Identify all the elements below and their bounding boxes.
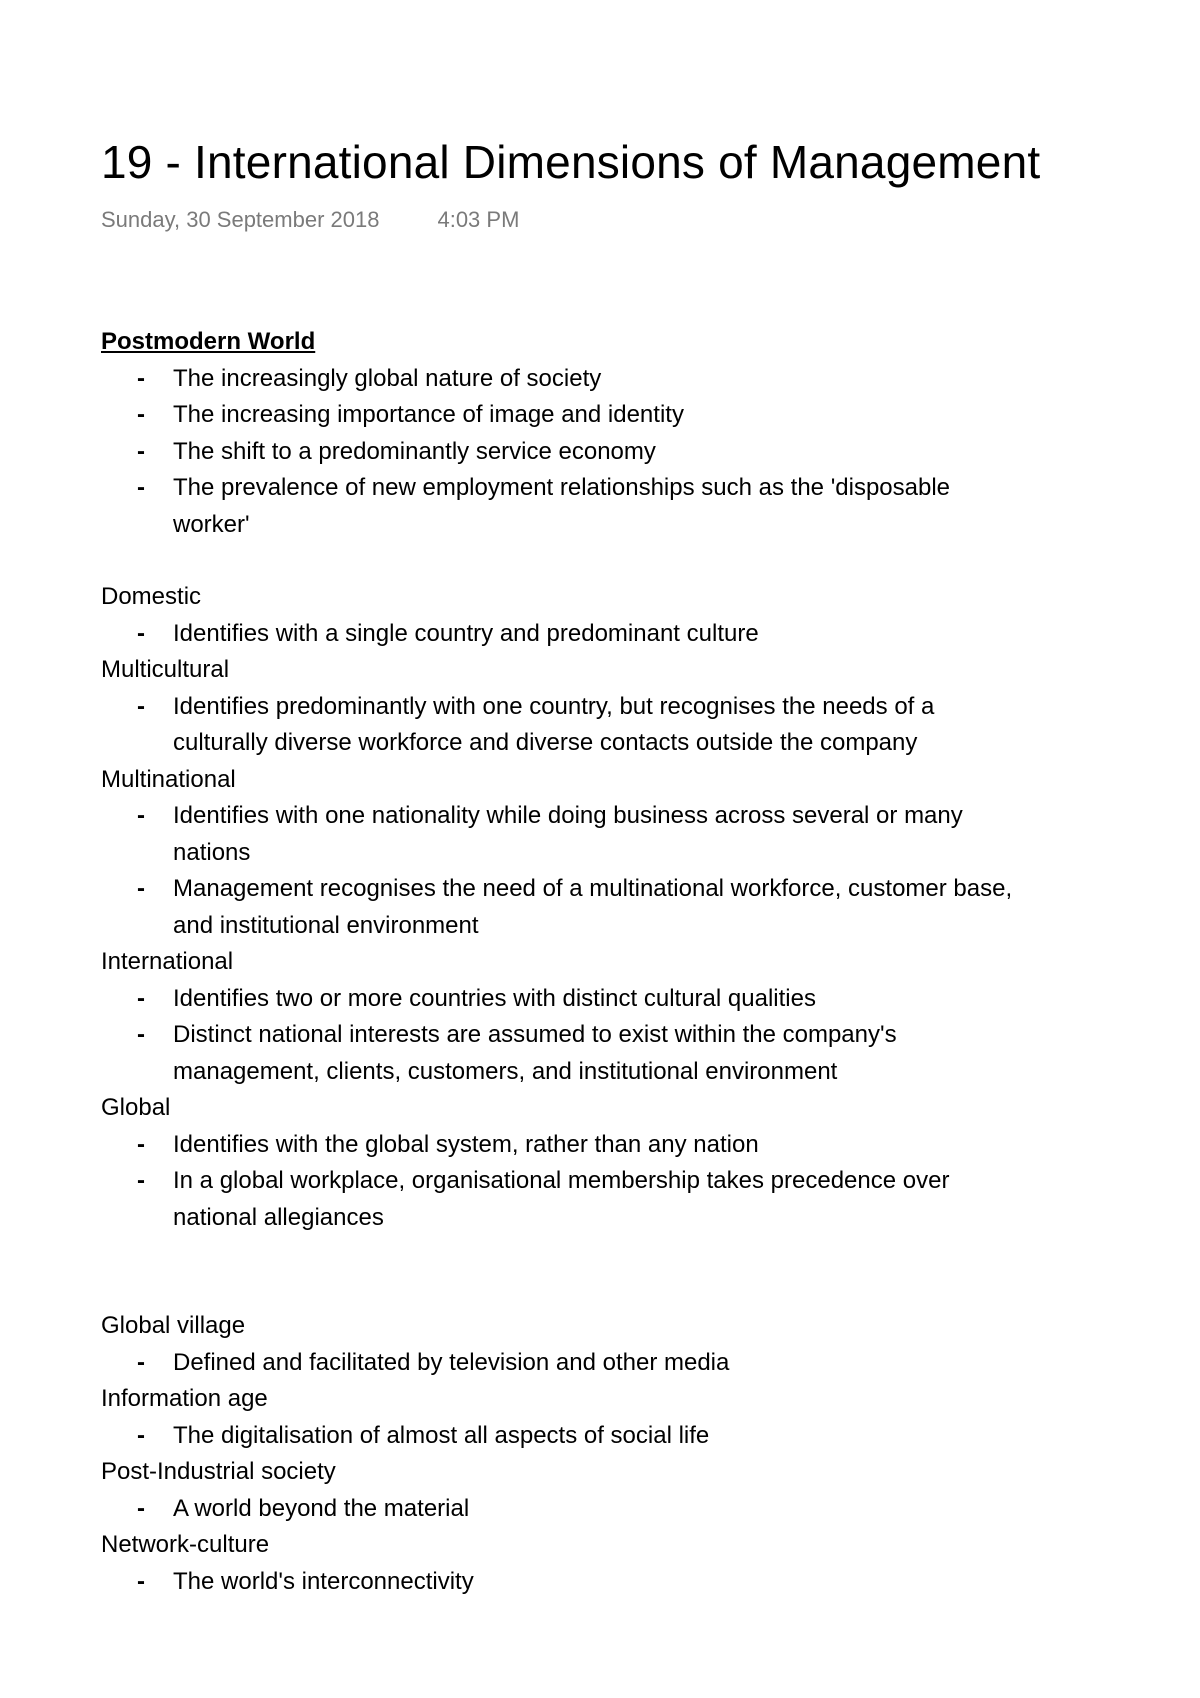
list-item: - Identifies with one nationality while doing business across several or many nations [101, 798, 1033, 871]
list-item: - In a global workplace, organisational membership takes precedence over national allegiances [101, 1163, 1033, 1236]
term-list [101, 1345, 1101, 1382]
spacer [101, 543, 1101, 579]
list-item: - The digitalisation of almost all aspects of social life [101, 1418, 1033, 1455]
term-list [101, 981, 1101, 1091]
term-global: Global [101, 1094, 171, 1121]
term-global-village: Global village [101, 1312, 246, 1339]
term-multicultural: Multicultural [101, 656, 230, 683]
list-item: - Identifies with a single country and predominant culture [101, 616, 1033, 653]
term-network-culture: Network-culture [101, 1531, 270, 1558]
list-item: - A world beyond the material [101, 1491, 1033, 1528]
section-heading: Postmodern World [101, 328, 316, 355]
note-time: 4:03 PM [437, 207, 520, 232]
term-list [101, 1127, 1101, 1237]
term-list [101, 1418, 1101, 1455]
list-item: - Identifies predominantly with one country, but recognises the needs of a culturally diverse workforce and diverse contacts outside the company [101, 689, 1033, 762]
page-title: 19 - International Dimensions of Management [101, 136, 1041, 188]
term-list [101, 616, 1101, 653]
term-information-age: Information age [101, 1385, 268, 1412]
spacer [101, 1236, 1101, 1308]
list-item: - Management recognises the need of a multinational workforce, customer base, and institutional environment [101, 871, 1033, 944]
term-list [101, 798, 1101, 944]
list-item: - The world's interconnectivity [101, 1564, 1033, 1601]
term-multinational: Multinational [101, 765, 236, 793]
term-post-industrial-society: Post-Industrial society [101, 1458, 336, 1485]
list-item: - The increasingly global nature of society [101, 361, 1033, 398]
list-item: - Defined and facilitated by television and other media [101, 1345, 1033, 1382]
term-list [101, 1564, 1101, 1601]
list-item: - Identifies with the global system, rather than any nation [101, 1127, 1033, 1164]
list-item: - Identifies two or more countries with distinct cultural qualities [101, 981, 1033, 1018]
postmodern-list [101, 361, 1101, 544]
term-international: International [101, 948, 234, 975]
term-list [101, 1491, 1101, 1528]
note-timestamp [101, 206, 519, 234]
list-item: - The prevalence of new employment relationships such as the 'disposable worker' [101, 470, 1033, 543]
list-item: - The increasing importance of image and identity [101, 397, 1033, 434]
note-date: Sunday, 30 September 2018 [101, 207, 380, 232]
list-item: - The shift to a predominantly service economy [101, 434, 1033, 471]
note-body [101, 324, 1101, 1600]
term-domestic: Domestic [101, 583, 202, 610]
term-list [101, 689, 1101, 762]
list-item: - Distinct national interests are assumed to exist within the company's management, clients, customers, and institutional environment [101, 1017, 1033, 1090]
